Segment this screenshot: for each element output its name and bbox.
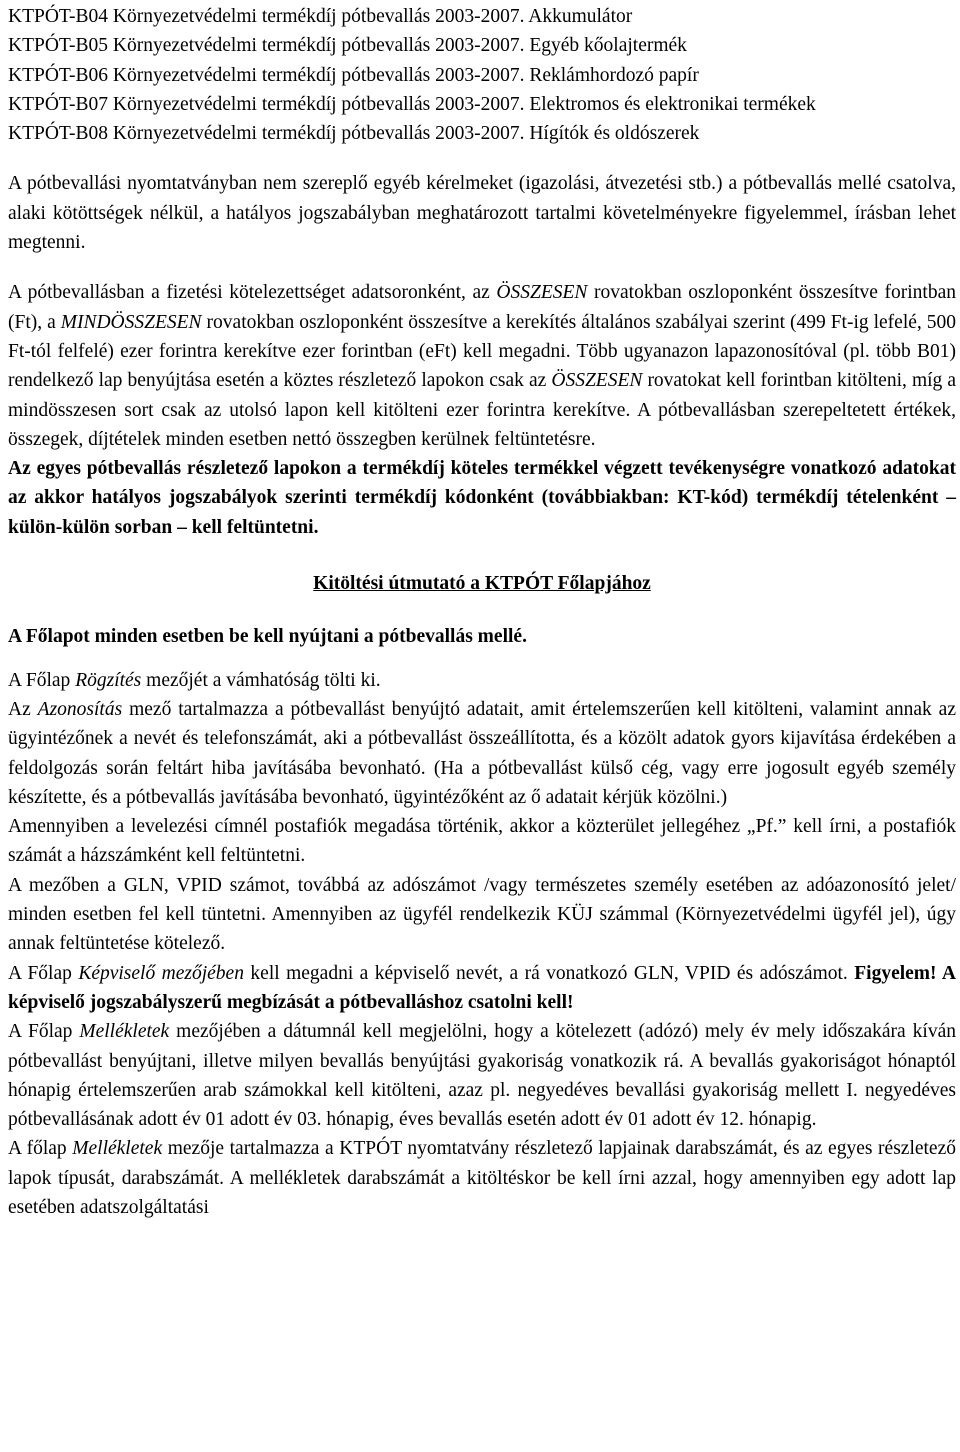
italic-term-azonositas: Azonosítás [37, 698, 123, 720]
text-run: A főlap [8, 1138, 73, 1160]
section-heading: Kitöltési útmutató a KTPÓT Főlapjához [313, 573, 651, 595]
form-list [8, 2, 956, 148]
italic-term-mellekletek: Mellékletek [72, 1138, 163, 1160]
document-page [8, 2, 956, 1222]
italic-term-mellekletek: Mellékletek [79, 1021, 170, 1043]
italic-term-osszesen: ÖSSZESEN [551, 370, 643, 392]
form-item-b04: KTPÓT-B04 Környezetvédelmi termékdíj pótbevallás 2003-2007. Akkumulátor [8, 6, 633, 27]
paragraph-azonositas [8, 695, 956, 812]
text-run: kell megadni a képviselő nevét, a rá vonatkozó GLN, VPID és adószámot. [243, 962, 855, 984]
text-run: mezőjében a dátumnál kell megjelölni, hogy a kötelezett (adózó) mely év mely időszakára kíván pótbevallást benyújtani, illetve milyen bevallás benyújtási gyakoriság vonatkozik rá. A bevallás gyakoriságot hónaptól hónapig értelemszerűen arab számokkal kell kitölteni, azaz pl. negyedéves bevallási gyakoriság mellett I. negyedéves pótbevallásának adott év 01 adott év 03. hónapig, éves bevallás esetén adott év 01 adott év 12. hónapig. [8, 1021, 956, 1131]
paragraph-gln-vpid: A mezőben a GLN, VPID számot, továbbá az adószámot /vagy természetes személy esetében az adóazonosító jelet/ minden esetben fel kell tüntetni. Amennyiben az ügyfél rendelkezik KÜJ számmal (Környezetvédelmi ügyfél jel), úgy annak feltüntetése kötelező. [8, 874, 956, 955]
form-item-b05: KTPÓT-B05 Környezetvédelmi termékdíj pótbevallás 2003-2007. Egyéb kőolajtermék [8, 35, 687, 57]
text-run: rovatokat kell forintban kitölteni, míg a mindösszesen sort csak az utolsó lapon kell kitölteni ezer forintra kerekítve. A pótbevallásban szerepeltetett értékek, összegek, díjtételek minden esetben nettó összegben kerülnek feltüntetésre. [8, 370, 957, 450]
paragraph-kt-code-rule: Az egyes pótbevallás részletező lapokon a termékdíj köteles termékkel végzett tevékenységre vonatkozó adatokat az akkor hatályos jogszabályok szerinti termékdíj kódonként (továbbiakban: KT-kód) termékdíj tételenként – külön-külön sorban – kell feltüntetni. [8, 458, 956, 538]
italic-term-kepviselo: Képviselő mezőjében [78, 962, 244, 984]
paragraph-kepviselo [8, 959, 956, 1018]
paragraph-payment-obligation [8, 278, 956, 454]
paragraph-postafiok: Amennyiben a levelezési címnél postafiók megadása történik, akkor a közterület jellegéhez „Pf.” kell írni, a postafiók számát a házszámként kell feltüntetni. [8, 816, 956, 867]
text-run: mezőjét a vámhatóság tölti ki. [141, 669, 381, 691]
warning-text: Figyelem! A képviselő jogszabályszerű megbízását a pótbevalláshoz csatolni kell! [8, 962, 956, 1013]
text-run: Az [8, 698, 38, 720]
form-item-b07: KTPÓT-B07 Környezetvédelmi termékdíj pótbevallás 2003-2007. Elektromos és elektronikai termékek [8, 93, 816, 115]
text-run: mező tartalmazza a pótbevallást benyújtó adatait, amit értelemszerűen kell kitölteni, valamint annak az ügyintézőnek a nevét és telefonszámát, aki a pótbevallást összeállította, és a közölt adatok gyors kijavítása érdekében a feldolgozás során feltárt hiba javításába bevonható. (Ha a pótbevallást külső cég, vagy erre jogosult egyéb személy készítette, és a pótbevallás javításába bevonható, ügyintézőként az ő adatait kérjük közölni.) [8, 698, 956, 808]
italic-term-rogzites: Rögzítés [75, 669, 142, 691]
italic-term-osszesen: ÖSSZESEN [496, 282, 588, 304]
text-run: rovatokban oszloponként összesítve forintban (Ft), a [8, 282, 956, 333]
paragraph-mellekletek-count [8, 1134, 956, 1222]
section-subheading: A Főlapot minden esetben be kell nyújtani a pótbevallás mellé. [8, 626, 527, 648]
form-item-b06: KTPÓT-B06 Környezetvédelmi termékdíj pótbevallás 2003-2007. Reklámhordozó papír [8, 64, 699, 86]
text-run: rovatokban oszloponként összesítve a kerekítés általános szabályai szerint (499 Ft-ig lefelé, 500 Ft-tól felfelé) ezer forintra kerekítve ezer forintban (eFt) kell megadni. Több ugyanazon lapazonosítóval (pl. több B01) rendelkező lap benyújtása esetén a köztes részletező lapokon csak az [8, 311, 956, 392]
form-item-b08: KTPÓT-B08 Környezetvédelmi termékdíj pótbevallás 2003-2007. Hígítók és oldószerek [8, 123, 700, 145]
text-run: A Főlap [8, 669, 76, 691]
text-run: A Főlap [8, 962, 79, 984]
text-run: mezője tartalmazza a KTPÓT nyomtatvány részletező lapjainak darabszámát, és az egyes részletező lapok típusát, darabszámát. A mellékletek darabszámát a kitöltéskor be kell írni azzal, hogy amennyiben egy adott lap esetében adatszolgáltatási [8, 1138, 956, 1218]
paragraph-other-requests: A pótbevallási nyomtatványban nem szereplő egyéb kérelmeket (igazolási, átvezetési stb.) a pótbevallás mellé csatolva, alaki kötöttségek nélkül, a hatályos jogszabályban meghatározott tartalmi követelményekre figyelemmel, írásban lehet megtenni. [8, 173, 956, 254]
text-run: A Főlap [8, 1021, 80, 1043]
text-run: A pótbevallásban a fizetési kötelezettséget adatsoronként, az [8, 282, 497, 304]
paragraph-rogzites [8, 666, 956, 695]
paragraph-mellekletek-period [8, 1017, 956, 1134]
italic-term-mindosszesen: MINDÖSSZESEN [60, 311, 202, 333]
